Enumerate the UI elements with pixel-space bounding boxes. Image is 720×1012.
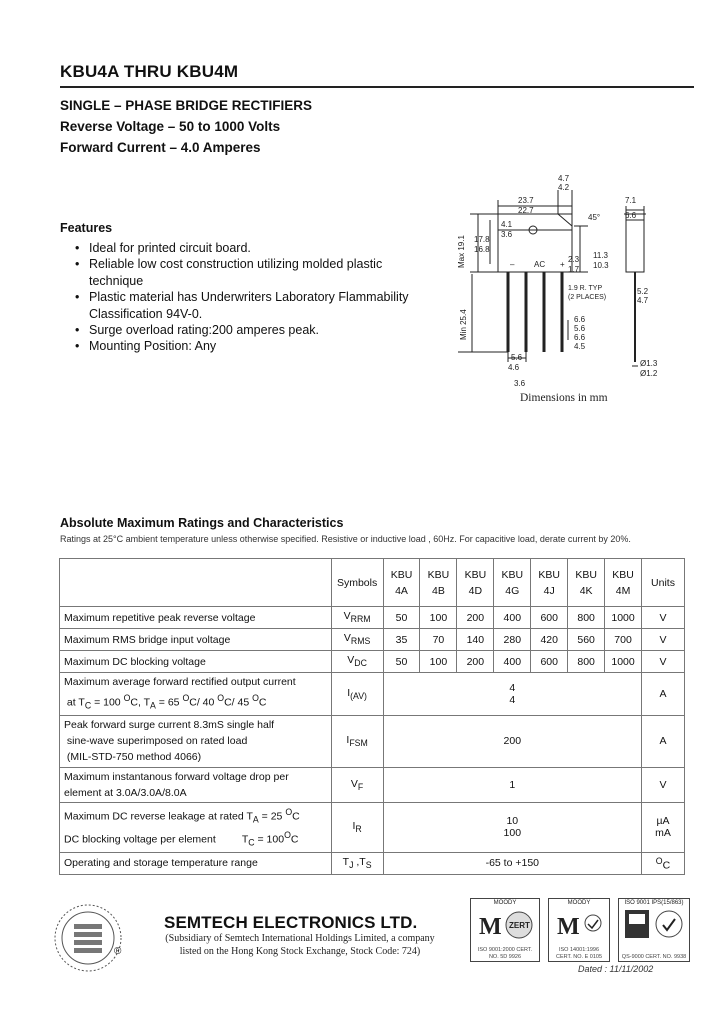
dim-label: 4.7 [558, 174, 570, 183]
row-symbol: $V_{RRM}$ [331, 607, 383, 629]
header-device: KBU 4D [457, 559, 494, 607]
row-value: 400 [494, 607, 531, 629]
dim-label: Ø1.3 [640, 359, 658, 368]
table-row [60, 802, 685, 852]
row-unit: V [642, 767, 685, 802]
row-value: 10 100 [383, 802, 641, 852]
dim-label: Max 19.1 [457, 235, 466, 268]
header-device: KBU 4A [383, 559, 420, 607]
dim-label: 5.6 [511, 353, 523, 362]
registered-mark: ® [114, 946, 122, 957]
row-symbol: $V_{RMS}$ [331, 629, 383, 651]
row-unit: V [642, 629, 685, 651]
header-device: KBU 4M [605, 559, 642, 607]
row-value: 200 [457, 651, 494, 673]
row-value: 560 [568, 629, 605, 651]
dim-label: Min 25.4 [459, 309, 468, 340]
row-value: 200 [457, 607, 494, 629]
row-symbol: $V_F$ [331, 767, 383, 802]
feature-item: • Surge overload rating:200 amperes peak. [74, 322, 424, 338]
dim-label: 6.6 [574, 315, 586, 324]
row-description: Maximum repetitive peak reverse voltage [60, 607, 332, 629]
subtitle-product-type: SINGLE – PHASE BRIDGE RECTIFIERS [60, 98, 313, 113]
feature-item: • Reliable low cost construction utilizing molded plastic technique [74, 256, 424, 289]
semtech-logo-icon [52, 902, 124, 974]
row-symbol: $I_{(AV)}$ [331, 673, 383, 716]
dim-label: 5.6 [574, 324, 586, 333]
row-value: 140 [457, 629, 494, 651]
row-description: Maximum average forward rectified output current at $T_C = 100$ $^O$C, $T_A = 65$ $^O$C/ 40 $^O$C/ 45 $^O$C [60, 673, 332, 716]
svg-text:ZERT: ZERT [509, 921, 530, 930]
header-symbols: Symbols [331, 559, 383, 607]
feature-item: • Ideal for printed circuit board. [74, 240, 424, 256]
dim-label: 3.6 [514, 379, 526, 388]
title-rule [60, 86, 694, 88]
dim-label: 3.6 [501, 230, 513, 239]
row-value: 50 [383, 607, 420, 629]
table-header-row [60, 559, 685, 607]
row-description: Operating and storage temperature range [60, 852, 332, 874]
row-value: 420 [531, 629, 568, 651]
row-symbol: $V_{DC}$ [331, 651, 383, 673]
header-units: Units [642, 559, 685, 607]
dim-label: 6.6 [625, 211, 637, 220]
ratings-heading: Absolute Maximum Ratings and Characteristics [60, 516, 344, 530]
row-description: Peak forward surge current 8.3mS single half sine-wave superimposed on rated load (MIL-STD-750 method 4066) [60, 715, 332, 767]
row-description: Maximum instantanous forward voltage drop per element at 3.0A/3.0A/8.0A [60, 767, 332, 802]
moody-cert-icon [555, 908, 605, 942]
iso-cert-icon [623, 908, 687, 942]
header-device: KBU 4K [568, 559, 605, 607]
row-symbol: $T_J$ $,T_S$ [331, 852, 383, 874]
header-device: KBU 4G [494, 559, 531, 607]
document-date: Dated : 11/11/2002 [578, 964, 654, 974]
ratings-note: Ratings at 25°C ambient temperature unless otherwise specified. Resistive or inductive load , 60Hz. For capacitive load, derate current by 20%. [60, 534, 631, 544]
dim-label: 16.8 [474, 245, 490, 254]
dim-label: 4.5 [574, 342, 586, 351]
table-row [60, 767, 685, 802]
row-value: 100 [420, 607, 457, 629]
dim-label: Ø1.2 [640, 369, 658, 378]
row-description: Maximum DC blocking voltage [60, 651, 332, 673]
table-row [60, 673, 685, 716]
dim-label: 1.7 [568, 265, 580, 274]
dim-label: 5.2 [637, 287, 649, 296]
subtitle-forward-current: Forward Current – 4.0 Amperes [60, 140, 261, 155]
table-row [60, 651, 685, 673]
dim-label: 23.7 [518, 196, 534, 205]
row-value: 200 [383, 715, 641, 767]
dim-label: 6.6 [574, 333, 586, 342]
row-value: 600 [531, 607, 568, 629]
features-heading: Features [60, 221, 113, 235]
drawing-caption: Dimensions in mm [520, 392, 608, 404]
certification-badge: ISO 9001 IPS(15/863) QS-9000 CERT. NO. 9938 [618, 898, 690, 962]
row-value: 100 [420, 651, 457, 673]
dim-label: 7.1 [625, 196, 637, 205]
dim-label: 45° [588, 213, 601, 222]
certification-badge: MOODY M ZERT ISO 9001:2000 CERT. NO. 5D 9926 [470, 898, 540, 962]
row-value: 280 [494, 629, 531, 651]
dim-label: 4.1 [501, 220, 513, 229]
header-device: KBU 4B [420, 559, 457, 607]
dim-label: 4.6 [508, 363, 520, 372]
dim-label: 22.7 [518, 206, 534, 215]
row-symbol: $I_R$ [331, 802, 383, 852]
row-value: -65 to +150 [383, 852, 641, 874]
row-unit: V [642, 651, 685, 673]
row-value: 700 [605, 629, 642, 651]
package-side-view [626, 220, 644, 272]
dim-label: 11.3 [593, 251, 608, 260]
table-row [60, 607, 685, 629]
certification-badge: MOODY M ISO 14001:1996 CERT. NO. E 0105 [548, 898, 610, 962]
row-unit: V [642, 607, 685, 629]
row-unit: $^O$C [642, 852, 685, 874]
feature-item: • Plastic material has Underwriters Laboratory Flammability Classification 94V-0. [74, 289, 424, 322]
features-list [74, 240, 424, 355]
ratings-table [59, 558, 685, 875]
row-value: 70 [420, 629, 457, 651]
row-description: Maximum DC reverse leakage at rated $T_A = 25$ $^O$C DC blocking voltage per element $T_C = 100^OC$ [60, 802, 332, 852]
dim-label: (2 PLACES) [568, 294, 607, 301]
company-tagline: (Subsidiary of Semtech International Holdings Limited, a company listed on the Hong Kong Stock Exchange, Stock Code: 724) [165, 933, 435, 957]
dim-label: 4.2 [558, 183, 570, 192]
pin-label: + [560, 260, 565, 269]
dim-label: 4.7 [637, 296, 649, 305]
row-value: 800 [568, 607, 605, 629]
row-value: 4 4 [383, 673, 641, 716]
row-unit: A [642, 715, 685, 767]
row-value: 1000 [605, 607, 642, 629]
row-unit: µA mA [642, 802, 685, 852]
row-value: 1 [383, 767, 641, 802]
row-value: 600 [531, 651, 568, 673]
header-blank-cell [60, 559, 332, 607]
document-title: KBU4A THRU KBU4M [60, 62, 239, 81]
pin-label: AC [534, 260, 546, 269]
row-value: 50 [383, 651, 420, 673]
header-device: KBU 4J [531, 559, 568, 607]
row-unit: A [642, 673, 685, 716]
dim-label: 10.3 [593, 261, 609, 270]
row-description: Maximum RMS bridge input voltage [60, 629, 332, 651]
row-symbol: $I_{FSM}$ [331, 715, 383, 767]
svg-text:M: M [557, 914, 580, 940]
package-dimension-drawing [448, 170, 688, 410]
subtitle-reverse-voltage: Reverse Voltage – 50 to 1000 Volts [60, 119, 281, 134]
row-value: 35 [383, 629, 420, 651]
company-name: SEMTECH ELECTRONICS LTD. [164, 913, 418, 932]
dim-label: 1.9 R. TYP [568, 285, 603, 292]
dim-label: 2.3 [568, 255, 580, 264]
row-value: 1000 [605, 651, 642, 673]
svg-text:M: M [479, 914, 502, 940]
feature-item: • Mounting Position: Any [74, 338, 424, 354]
row-value: 400 [494, 651, 531, 673]
table-row [60, 852, 685, 874]
row-value: 800 [568, 651, 605, 673]
pin-label: – [510, 260, 515, 269]
table-row [60, 629, 685, 651]
moody-zert-icon [477, 908, 535, 942]
table-row [60, 715, 685, 767]
dim-label: 17.8 [474, 235, 490, 244]
